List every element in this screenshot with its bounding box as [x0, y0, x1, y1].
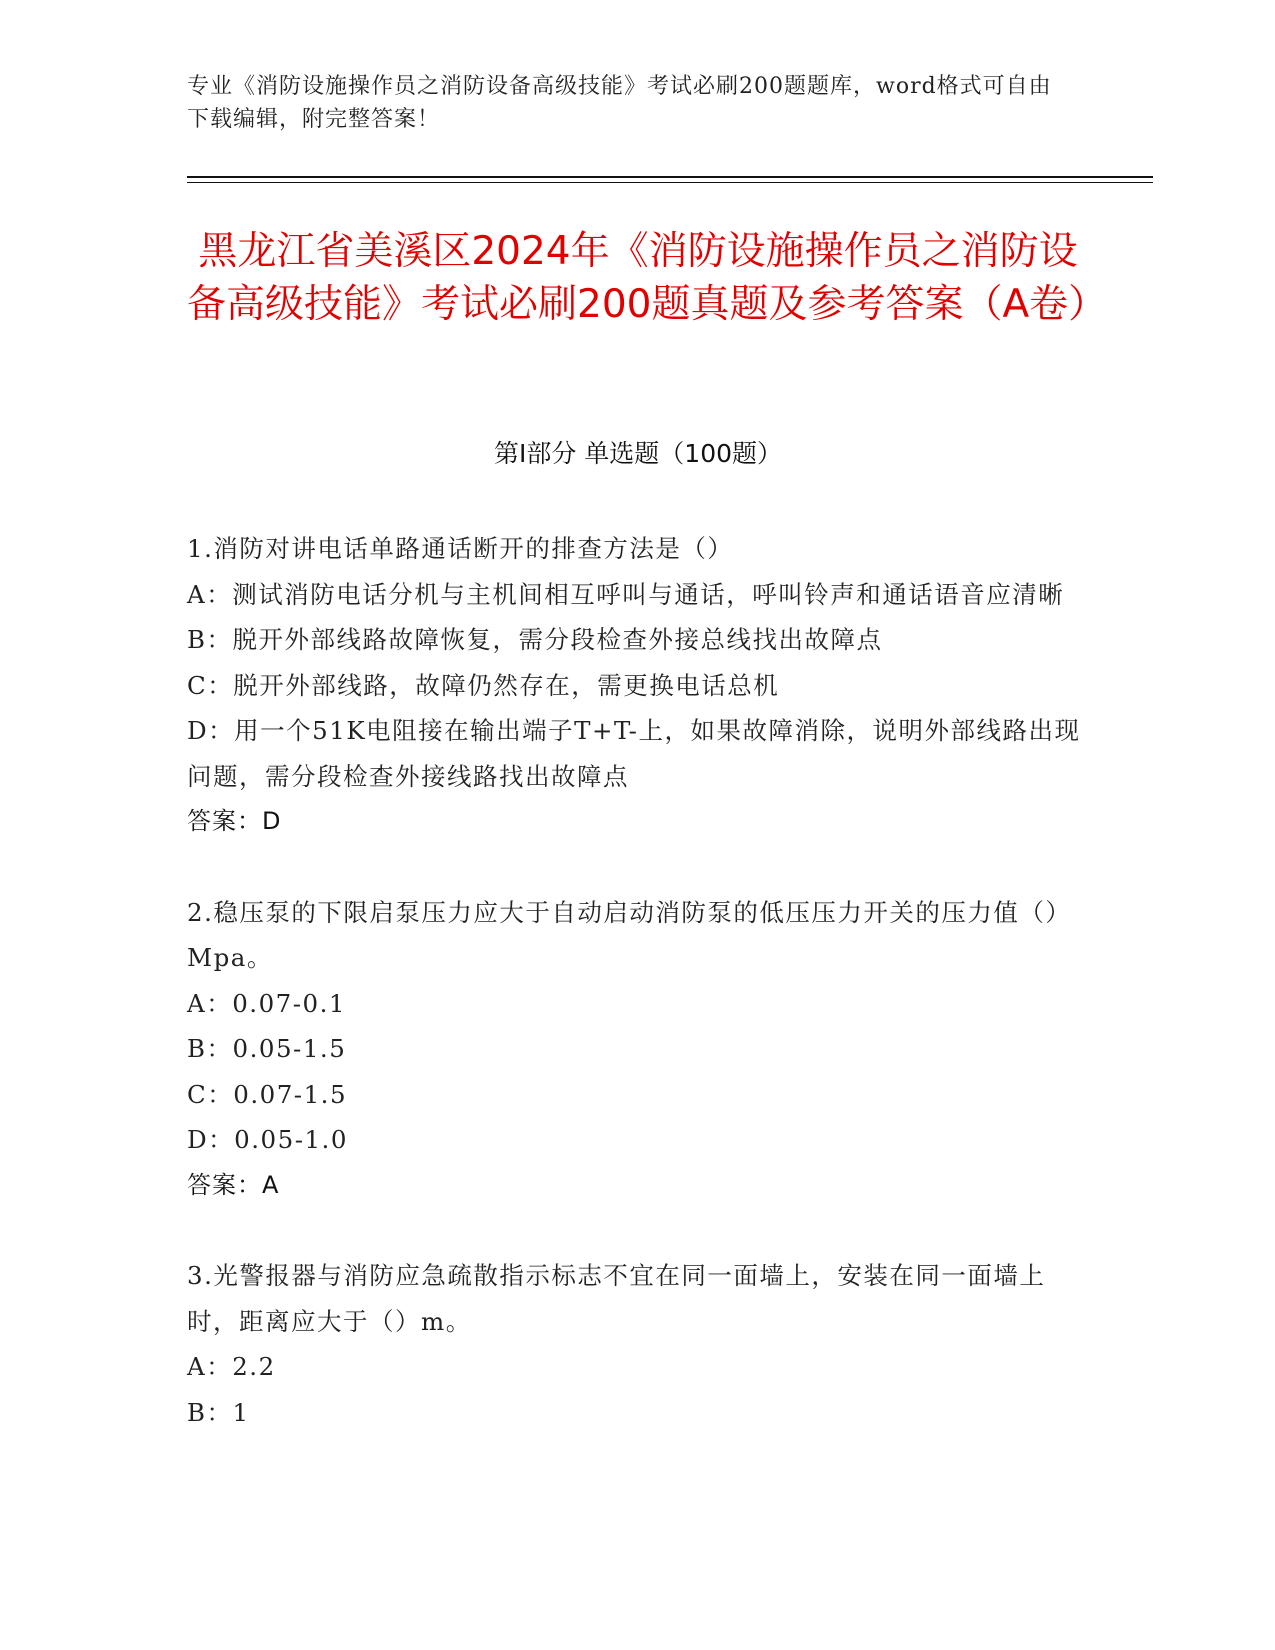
header-divider-thin — [187, 182, 1153, 183]
document-title: 黑龙江省美溪区2024年《消防设施操作员之消防设备高级技能》考试必刷200题真题及参考答案（A卷） — [187, 229, 1108, 327]
answer-text: 答案：D — [187, 807, 282, 835]
question-item — [187, 1253, 1089, 1435]
question-stem: 1.消防对讲电话单路通话断开的排查方法是（） — [187, 534, 734, 563]
question-item — [187, 526, 1089, 845]
option-c: C：0.07-1.5 — [187, 1079, 348, 1109]
option-c: C：脱开外部线路，故障仍然存在，需更换电话总机 — [187, 670, 780, 700]
option-b: B：0.05-1.5 — [187, 1034, 347, 1063]
option-b: B：1 — [187, 1397, 250, 1427]
option-a: A：测试消防电话分机与主机间相互呼叫与通话，呼叫铃声和通话语音应清晰 — [187, 579, 1065, 609]
question-stem: 2.稳压泵的下限启泵压力应大于自动启动消防泵的低压压力开关的压力值（）Mpa。 — [187, 897, 1072, 972]
header-note: 专业《消防设施操作员之消防设备高级技能》考试必刷200题题库，word格式可自由下载编辑，附完整答案！ — [187, 74, 1052, 132]
option-d: D：用一个51K电阻接在输出端子T+T-上，如果故障消除，说明外部线路出现问题，需分段检查外接线路找出故障点 — [187, 716, 1081, 791]
section-title: 第Ⅰ部分 单选题（100题） — [493, 439, 783, 468]
option-a: A：0.07-0.1 — [187, 988, 346, 1018]
option-b: B：脱开外部线路故障恢复，需分段检查外接总线找出故障点 — [187, 625, 883, 654]
question-stem: 3.光警报器与消防应急疏散指示标志不宜在同一面墙上，安装在同一面墙上时，距离应大于（）m。 — [187, 1261, 1046, 1336]
answer-text: 答案：A — [187, 1170, 280, 1199]
option-a: A：2.2 — [187, 1352, 276, 1381]
question-item — [187, 890, 1089, 1209]
question-list — [187, 526, 1089, 1480]
option-d: D：0.05-1.0 — [187, 1125, 348, 1154]
header-divider-thick — [187, 176, 1153, 178]
